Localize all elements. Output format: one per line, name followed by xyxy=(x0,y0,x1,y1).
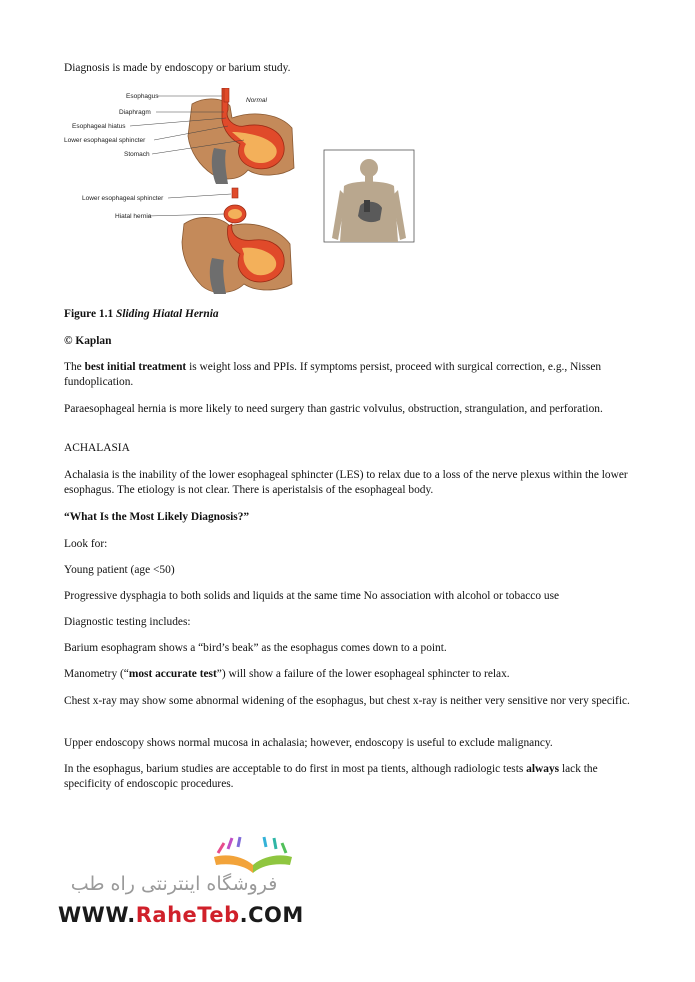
watermark-url-www: WWW. xyxy=(58,903,136,927)
label-esophageal-hiatus: Esophageal hiatus xyxy=(72,123,126,130)
body-inset xyxy=(324,150,414,242)
watermark-persian-text: فروشگاه اینترنتی راه طب xyxy=(70,873,278,895)
book-logo-icon xyxy=(208,835,298,875)
manometry-text-post: ”) will show a failure of the lower esophageal sphincter to relax. xyxy=(216,668,510,680)
hiatal-hernia-illustration xyxy=(64,88,636,298)
chest-xray-paragraph: Chest x-ray may show some abnormal widening of the esophagus, but chest x-ray is neither very sensitive nor very specific. xyxy=(64,695,630,707)
esophagus-barium-paragraph xyxy=(64,762,636,792)
watermark-url xyxy=(58,903,304,927)
dysphagia-text: Progressive dysphagia to both solids and liquids at the same time No association with alcohol or tobacco use xyxy=(64,590,560,602)
label-diaphragm: Diaphragm xyxy=(119,109,151,116)
barium-text: Barium esophagram shows a “bird’s beak” as the esophagus comes down to a point. xyxy=(64,642,447,654)
manometry-paragraph xyxy=(64,667,636,682)
young-patient-text: Young patient (age <50) xyxy=(64,564,175,576)
achalasia-paragraph: Achalasia is the inability of the lower esophageal sphincter (LES) to relax due to a loss of the nerve plexus within the lower esophagus. The etiology is not clear. There is aperistalsis of the esophageal body. xyxy=(64,469,628,496)
esophagus-barium-text-pre: In the esophagus, barium studies are acceptable to do first in most pa tients, although radiologic tests xyxy=(64,763,527,775)
paraesophageal-paragraph: Paraesophageal hernia is more likely to need surgery than gastric volvulus, obstruction, strangulation, and perforation. xyxy=(64,403,603,415)
label-esophagus: Esophagus xyxy=(126,93,159,100)
figure-hiatal-hernia xyxy=(64,88,636,298)
treatment-text-bold: best initial treatment xyxy=(84,361,187,373)
hernia-anatomy-drawing xyxy=(182,188,292,294)
label-stomach: Stomach xyxy=(124,151,150,158)
watermark-url-brand: RaheTeb xyxy=(135,903,240,927)
raheteb-watermark xyxy=(58,835,304,935)
manometry-text-bold: most accurate test xyxy=(128,668,217,680)
diagnosis-heading: “What Is the Most Likely Diagnosis?” xyxy=(64,511,250,523)
figure-caption xyxy=(64,307,636,322)
esophagus-barium-text-bold: always xyxy=(526,763,560,775)
esophagus-barium-text-post: lack the specificity of endoscopic procedures. xyxy=(64,763,598,790)
endoscopy-paragraph: Upper endoscopy shows normal mucosa in achalasia; however, endoscopy is useful to exclude malignancy. xyxy=(64,737,553,749)
figure-credit: © Kaplan xyxy=(64,335,112,347)
figure-title: Sliding Hiatal Hernia xyxy=(116,308,219,320)
normal-anatomy-drawing xyxy=(188,88,294,184)
intro-paragraph: Diagnosis is made by endoscopy or barium study. xyxy=(64,62,291,74)
manometry-text-pre: Manometry (“ xyxy=(64,668,129,680)
label-lower-esophageal-sphincter: Lower esophageal sphincter xyxy=(64,137,146,144)
label-normal: Normal xyxy=(246,97,267,104)
label-hernia-les: Lower esophageal sphincter xyxy=(82,195,164,202)
label-hiatal-hernia: Hiatal hernia xyxy=(115,213,152,220)
watermark-url-com: .COM xyxy=(239,903,304,927)
treatment-paragraph xyxy=(64,360,636,390)
treatment-text-post: is weight loss and PPIs. If symptoms persist, proceed with surgical correction, e.g., Nissen fundoplication. xyxy=(64,361,602,388)
figure-number: Figure 1.1 xyxy=(64,308,114,320)
achalasia-heading: ACHALASIA xyxy=(64,442,130,454)
treatment-text-pre: The xyxy=(64,361,85,373)
diagnostic-testing-text: Diagnostic testing includes: xyxy=(64,616,191,628)
look-for-text: Look for: xyxy=(64,538,108,550)
